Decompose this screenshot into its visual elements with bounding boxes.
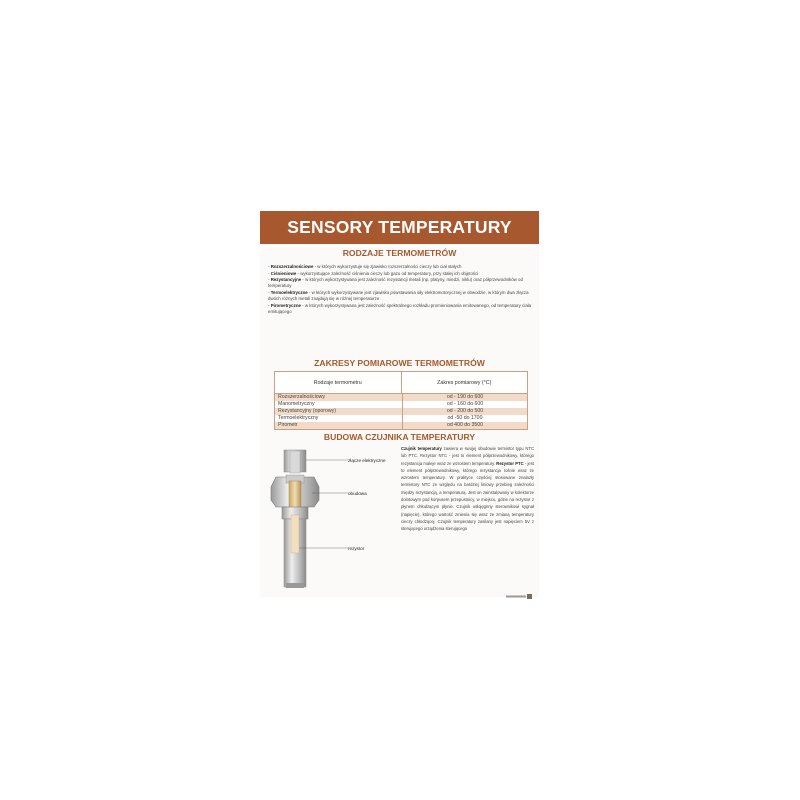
table-row xyxy=(275,422,527,429)
table-row xyxy=(275,394,527,401)
sensor-connector-part xyxy=(284,450,306,473)
sensor-housing-part xyxy=(271,475,319,519)
list-item: - Ciśnieniowe - wykorzystujące zależność ciśnienia cieczy lub gazu od temperatury, przy stałej ich objętości xyxy=(268,270,479,276)
cell-range: od - 160 do 600 xyxy=(446,401,484,407)
column-header-range: Zakres pomiarowy (°C) xyxy=(437,379,492,386)
cell-range: od -50 do 1700 xyxy=(447,415,483,421)
list-item-text: - w których wykorzystywana jest zależność rezystancji metali (np. platyny, miedzi, niklu) oraz półprzewodników od temperatury xyxy=(268,277,523,289)
poster xyxy=(260,211,539,597)
cell-type: Rozszerzalnościowy xyxy=(275,394,403,401)
desc-text: - jest to element półprzewodnikowy, którego rezystancja rośnie wraz ze wzrostem temperatury. W praktyce częściej stosowane znalazły termistory NTC ze względu na bardziej liniowy przebieg zależności między rezystancją, a temperaturą. Jest on zainstalowany w kolektorze dolotowym pod korpusem przepustnicy, w miejscu, gdzie na rezystor z płynem chłodzącym płynie. Czujnik usłojęgnny sterownikowi sygnał (napięcie), którego wartość zmienia się wraz ze zmianą temperatury cieczy chłodzącej. Czujnik temperatury zasilany jest napięciem 5V z sterującego urządzenia sterującego xyxy=(401,460,534,532)
list-item-text: - w których wykorzystywane jest zjawisko powstawania siły elektromotorycznej w obwodzie, w którym dwa złącza dwóch różnych metali znajdują się w różnej temperaturze xyxy=(268,290,529,302)
cell-type: Manometryczny xyxy=(275,401,403,408)
types-heading: RODZAJE TERMOMETRÓW xyxy=(342,248,457,258)
cell-range: od - 190 do 600 xyxy=(446,394,484,400)
cell-type: Termoelektryczny xyxy=(275,415,403,422)
list-item-term: Rezystancyjne xyxy=(270,277,302,283)
list-item: - Rezystancyjne - w których wykorzystywana jest zależność rezystancji metali (np. platyny, miedzi, niklu) oraz półprzewodników od temperatury xyxy=(268,277,523,289)
table-body xyxy=(275,394,527,429)
table-header xyxy=(275,372,527,394)
sensor-description xyxy=(401,445,534,533)
desc-bold: Czujnik temperatury xyxy=(401,446,442,451)
table-row xyxy=(275,401,527,408)
list-item-term: Ciśnieniowe xyxy=(270,270,297,276)
cell-type: Pirometr xyxy=(275,422,403,429)
build-heading: BUDOWA CZUJNIKA TEMPERATURY xyxy=(323,432,476,442)
table-row xyxy=(275,408,527,415)
list-item: - Rozszerzalnościowe - w których wykorzystuje się zjawisko rozszerzalności cieczy lub ciał stałych xyxy=(268,264,462,269)
list-item-term: Termoelektryczne xyxy=(270,290,308,296)
title-banner xyxy=(260,211,539,244)
list-item-text: - w których wykorzystywana jest zależność spektralnego rozkładu promieniowania emitowanego, od temperatury ciała emitującego xyxy=(268,302,532,315)
list-item: - Pirometryczne - w których wykorzystywana jest zależność spektralnego rozkładu promieniowania emitowanego, od temperatury ciała emitującego xyxy=(268,302,532,315)
desc-text: zawiera w swojej obudowie termistor typu NTC lub PTC. Rezystor NTC - jest to element półprzewodnikowy, którego rezystancja maleje wraz ze wzrostem temperatury. xyxy=(401,446,534,466)
ranges-table xyxy=(274,371,528,430)
label-housing: obudowa xyxy=(348,491,367,496)
list-item: - Termoelektryczne - w których wykorzystywane jest zjawisko powstawania siły elektromotorycznej w obwodzie, w którym dwa złącza dwóch różnych metali znajdują się w różnej temperaturze xyxy=(268,290,529,302)
label-resistor: rezystor xyxy=(348,546,365,551)
column-header-type: Rodzaje termometru xyxy=(275,372,402,393)
cell-type: Rezystancyjny (oporowy) xyxy=(275,408,403,415)
list-item-term: Pirometryczne xyxy=(270,302,301,308)
sensor-probe-part xyxy=(284,515,306,588)
desc-bold: Rezystor PTC xyxy=(496,460,524,466)
page-title: SENSORY TEMPERATURY xyxy=(287,217,512,237)
list-item-term: Rozszerzalnościowe xyxy=(270,264,314,269)
cell-range: od 400 do 3500 xyxy=(446,422,484,428)
sensor-diagram xyxy=(264,445,404,595)
publisher-logo xyxy=(506,586,532,591)
cell-range: od - 200 do 500 xyxy=(446,408,484,414)
ranges-heading: ZAKRESY POMIAROWE TERMOMETRÓW xyxy=(314,358,485,368)
list-item-text: - wykorzystujące zależność ciśnienia cieczy lub gazu od temperatury, przy stałej ich objętości xyxy=(296,270,479,276)
table-row xyxy=(275,415,527,422)
list-item-text: - w których wykorzystuje się zjawisko rozszerzalności cieczy lub ciał stałych xyxy=(313,264,462,269)
types-list xyxy=(268,264,534,316)
label-connector: złącze elektryczne xyxy=(348,458,386,463)
